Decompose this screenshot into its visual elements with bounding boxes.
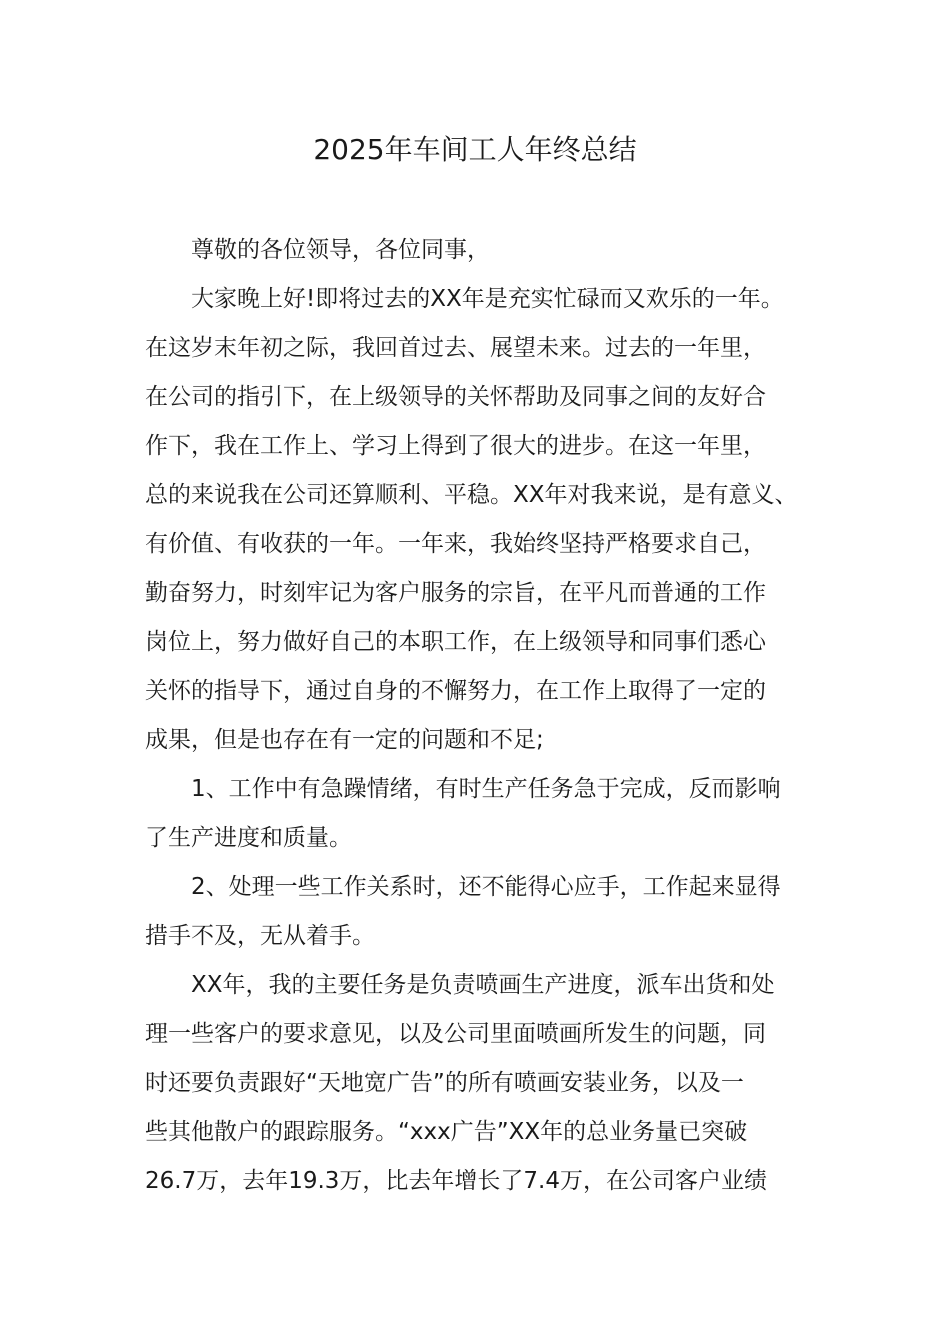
text-line: 2、处理一些工作关系时，还不能得心应手，工作起来显得 — [191, 874, 781, 900]
text-line: 在这岁末年初之际，我回首过去、展望未来。过去的一年里， — [145, 335, 766, 361]
text-line: 理一些客户的要求意见，以及公司里面喷画所发生的问题，同 — [145, 1021, 766, 1047]
text-line: 总的来说我在公司还算顺利、平稳。XX年对我来说，是有意义、 — [145, 482, 798, 508]
text-line: 时还要负责跟好“天地宽广告”的所有喷画安装业务，以及一 — [145, 1070, 744, 1096]
text-line: 大家晚上好!即将过去的XX年是充实忙碌而又欢乐的一年。 — [191, 286, 784, 312]
text-line: 岗位上，努力做好自己的本职工作，在上级领导和同事们悉心 — [145, 629, 766, 655]
text-line: 尊敬的各位领导，各位同事， — [191, 237, 490, 263]
document-title: 2025年车间工人年终总结 — [313, 133, 637, 166]
document-body — [145, 226, 835, 1206]
paragraph-1 — [145, 275, 835, 765]
list-item-1 — [145, 765, 835, 863]
list-item-2 — [145, 863, 835, 961]
paragraph-2 — [145, 961, 835, 1206]
text-line: 1、工作中有急躁情绪，有时生产任务急于完成，反而影响 — [191, 776, 781, 802]
text-line: XX年，我的主要任务是负责喷画生产进度，派车出货和处 — [191, 972, 775, 998]
text-line: 26.7万，去年19.3万，比去年增长了7.4万，在公司客户业绩 — [145, 1168, 767, 1194]
text-line: 了生产进度和质量。 — [145, 825, 352, 851]
text-line: 成果，但是也存在有一定的问题和不足; — [145, 727, 544, 753]
text-line: 有价值、有收获的一年。一年来，我始终坚持严格要求自己， — [145, 531, 766, 557]
text-line: 措手不及，无从着手。 — [145, 923, 375, 949]
text-line: 作下，我在工作上、学习上得到了很大的进步。在这一年里， — [145, 433, 766, 459]
greeting-paragraph — [145, 226, 835, 275]
text-line: 些其他散户的跟踪服务。“xxx广告”XX年的总业务量已突破 — [145, 1119, 748, 1145]
text-line: 关怀的指导下，通过自身的不懈努力，在工作上取得了一定的 — [145, 678, 766, 704]
text-line: 在公司的指引下，在上级领导的关怀帮助及同事之间的友好合 — [145, 384, 766, 410]
text-line: 勤奋努力，时刻牢记为客户服务的宗旨，在平凡而普通的工作 — [145, 580, 766, 606]
